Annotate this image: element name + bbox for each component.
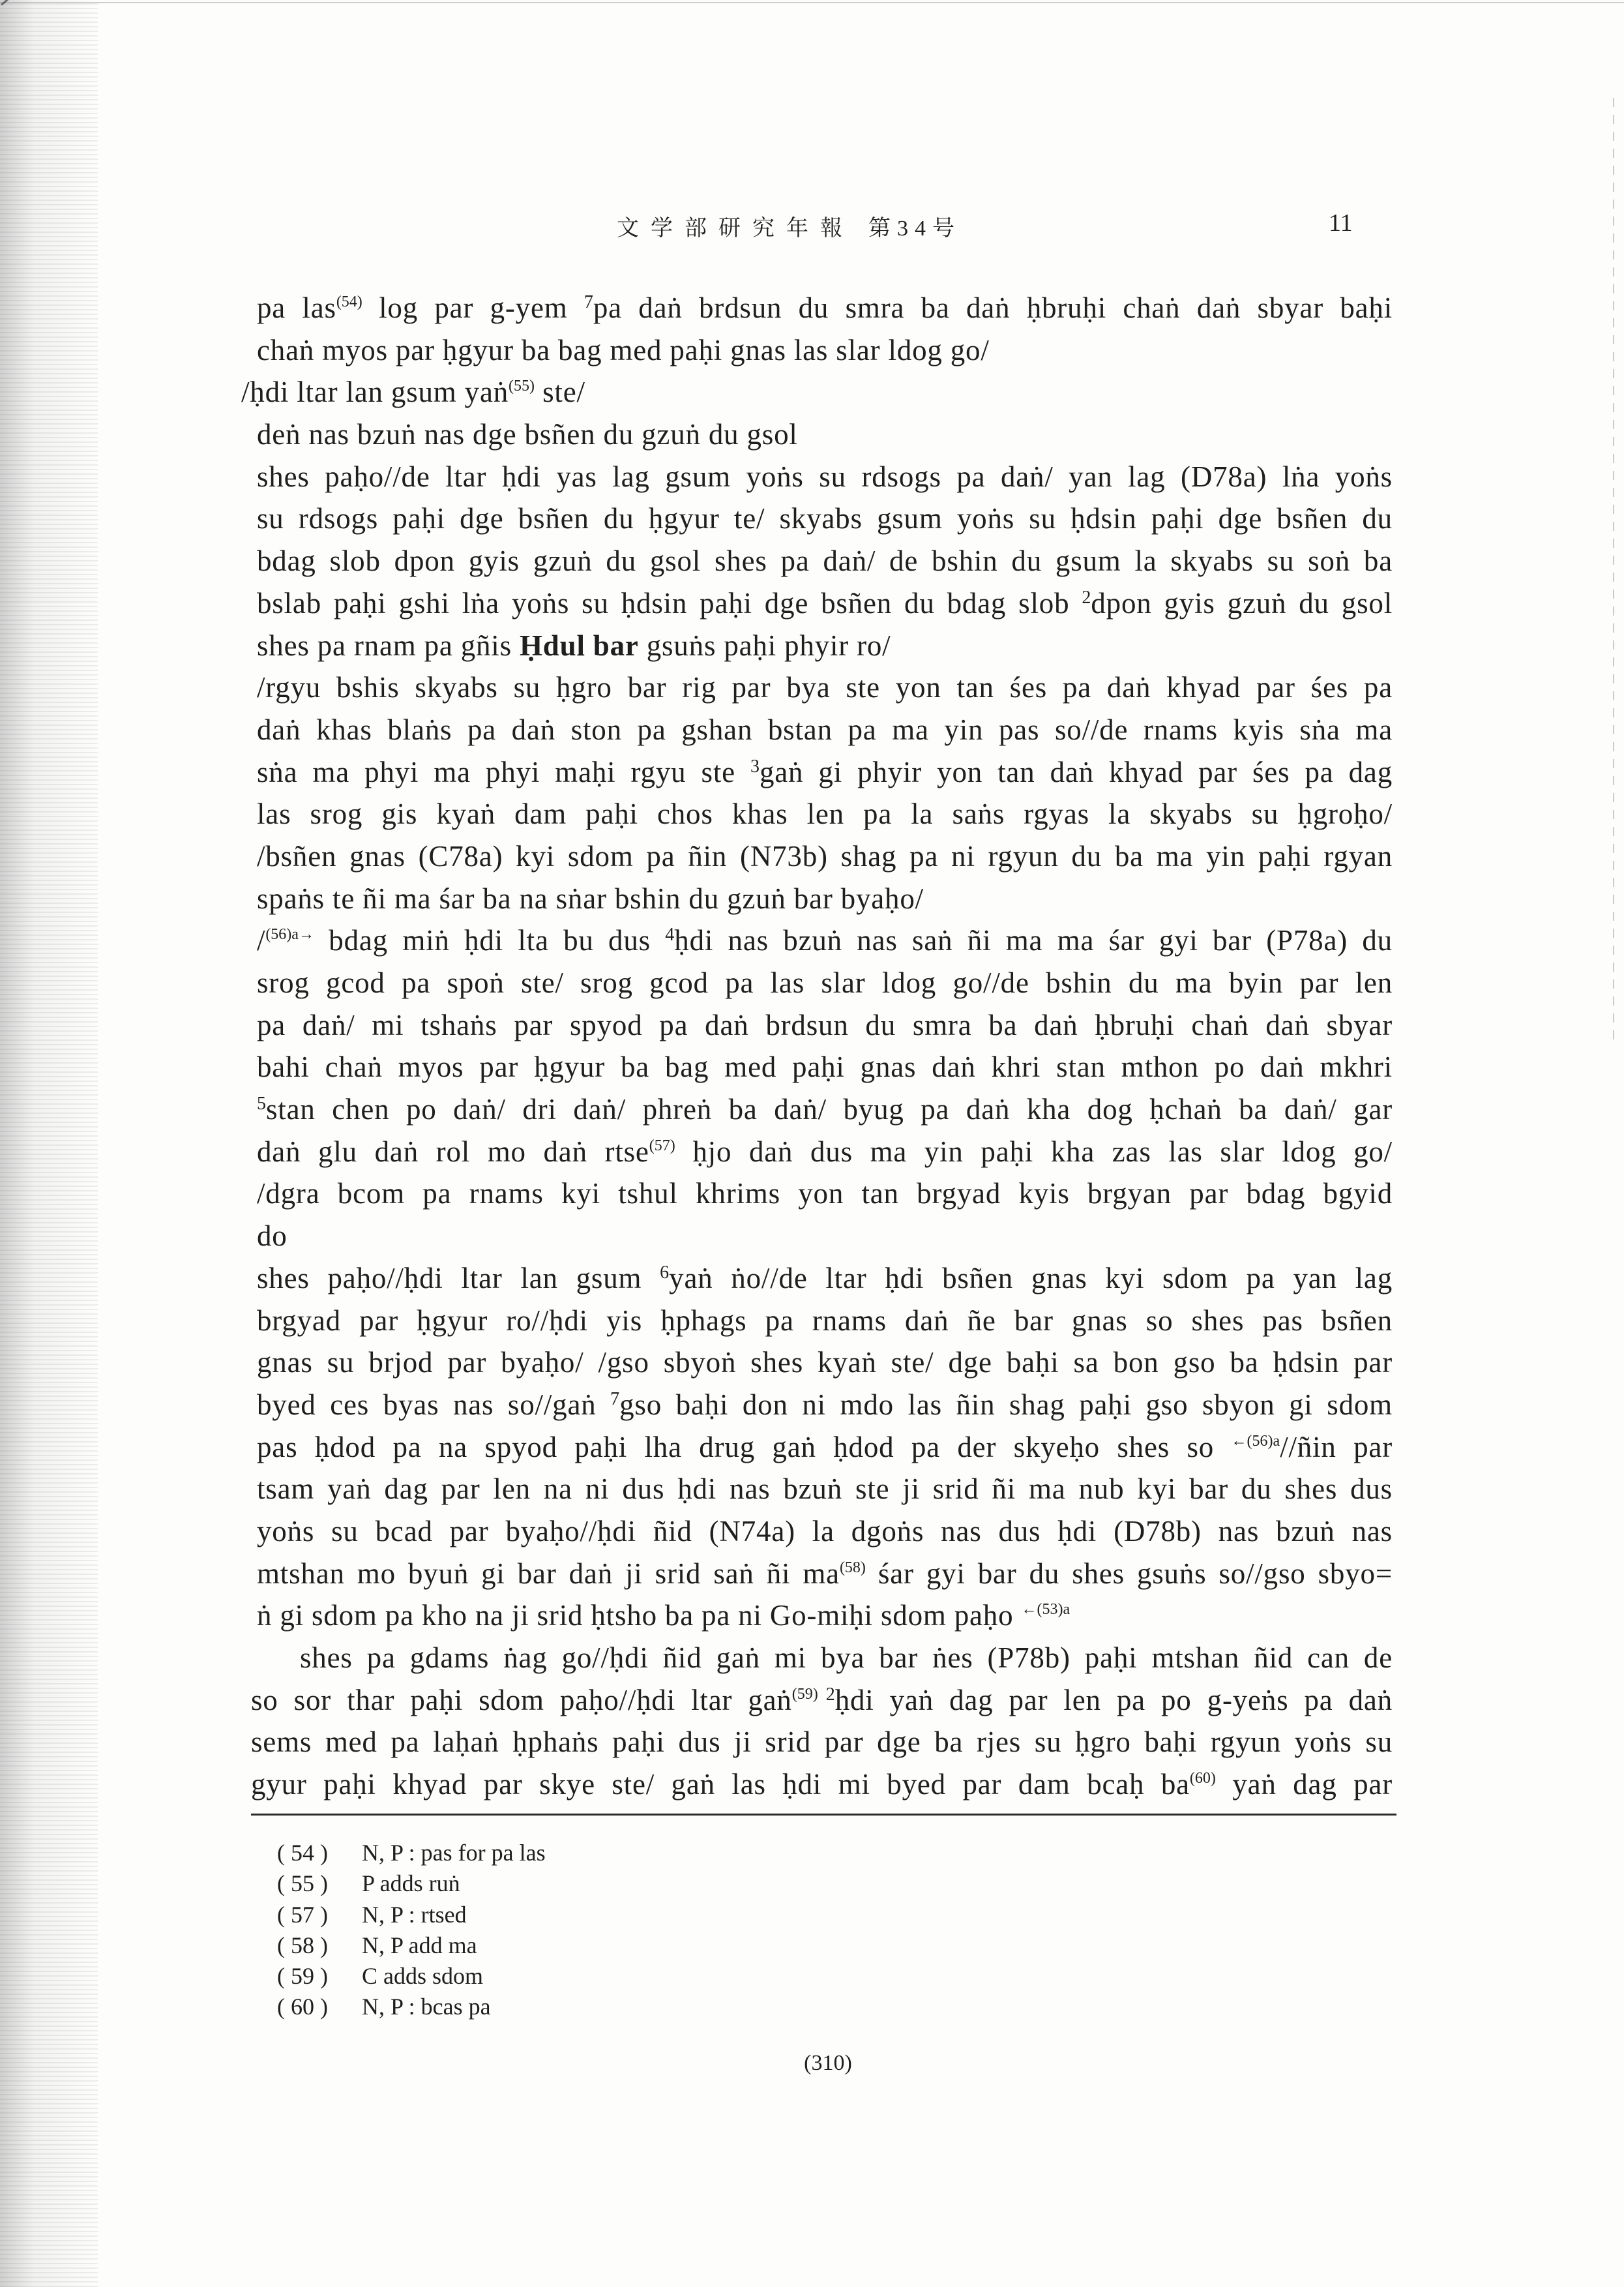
text-line — [257, 1173, 1393, 1215]
bracket-mark: (56)a→ — [265, 926, 314, 944]
text-run: daṅ glu daṅ rol mo daṅ rtse — [257, 1135, 649, 1168]
footnote — [277, 1838, 1320, 1868]
text-run: bdag miṅ ḥdi lta bu dus — [314, 924, 666, 957]
text-line — [257, 1046, 1393, 1088]
folio-line-number: 5 — [257, 1094, 266, 1114]
text-line — [257, 878, 1393, 920]
text-run: sems med pa laḥaṅ ḥphaṅs paḥi dus ji srid par dge ba rjes su ḥgro baḥi rgyun yoṅs su — [251, 1726, 1393, 1759]
text-run: pa daṅ/ mi tshaṅs par spyod pa daṅ brdsun du smra ba daṅ ḥbruḥi chaṅ daṅ sbyar — [257, 1008, 1393, 1041]
text-run: / — [257, 924, 266, 957]
footnote-text: N, P add ma — [362, 1932, 477, 1958]
footnote-label: ( 58 ) — [277, 1932, 328, 1958]
text-line — [257, 751, 1393, 794]
text-run: bahi chaṅ myos par ḥgyur ba bag med paḥi gnas daṅ khri stan mthon po daṅ mkhri — [257, 1051, 1393, 1084]
text-run: /dgra bcom pa rnams kyi tshul khrims yon tan brgyad kyis brgyan par bdag bgyid — [257, 1177, 1393, 1210]
folio-line-number: 6 — [660, 1262, 670, 1283]
text-line — [251, 1763, 1393, 1806]
text-line — [257, 287, 1393, 329]
footnote-text: N, P : bcas pa — [362, 1994, 491, 2020]
text-line — [257, 1300, 1393, 1342]
footnote-text: N, P : pas for pa las — [362, 1840, 546, 1866]
text-run: mtshan mo byuṅ gi bar daṅ ji srid saṅ ñi ma — [257, 1557, 840, 1590]
footnotes — [277, 1838, 1320, 2023]
text-line — [257, 456, 1393, 498]
text-line — [257, 1131, 1393, 1173]
text-line — [257, 1510, 1393, 1553]
text-line — [257, 1215, 1393, 1257]
text-run: shes paḥo//de ltar ḥdi yas lag gsum yoṅs su rdsogs pa daṅ/ yan lag (D78a) lṅa yoṅs — [257, 460, 1393, 493]
text-line — [257, 1088, 1393, 1131]
text-run: pas ḥdod pa na spyod paḥi lha drug gaṅ ḥdod pa der skyeḥo shes so — [257, 1430, 1232, 1463]
text-run: /ḥdi ltar lan gsum yaṅ — [241, 376, 509, 409]
text-run: pa daṅ brdsun du smra ba daṅ ḥbruḥi chaṅ daṅ sbyar baḥi — [593, 291, 1393, 324]
footnote-text: C adds sdom — [362, 1963, 484, 1990]
scan-top-border — [0, 2, 1624, 3]
page-number: 11 — [1329, 209, 1353, 237]
text-line — [257, 1553, 1393, 1595]
text-run: yoṅs su bcad par byaḥo//ḥdi ñid (N74a) la dgoṅs nas dus ḥdi (D78b) nas bzuṅ nas — [257, 1514, 1393, 1547]
text-run: ste/ — [535, 376, 585, 409]
text-run: /rgyu bshis skyabs su ḥgro bar rig par bya ste yon tan śes pa daṅ khyad par śes pa — [257, 671, 1393, 704]
folio-line-number: 7 — [610, 1388, 620, 1409]
text-line — [257, 540, 1393, 582]
text-run: gaṅ gi phyir yon tan daṅ khyad par śes pa dag — [759, 755, 1393, 788]
text-run: tsam yaṅ dag par len na ni dus ḥdi nas bzuṅ ste ji srid ñi ma nub kyi bar du shes dus — [257, 1472, 1393, 1506]
text-run: sṅa ma phyi ma phyi maḥi rgyu ste — [257, 755, 750, 788]
scan-edge-shadow — [0, 0, 98, 2287]
text-run: yaṅ dag par — [1215, 1768, 1393, 1801]
footnote-ref: (57) — [649, 1137, 675, 1154]
footnote-text: P adds ruṅ — [362, 1870, 460, 1897]
footnote-label: ( 59 ) — [277, 1963, 328, 1990]
text-line — [257, 1384, 1393, 1426]
footnote-label: ( 57 ) — [277, 1901, 328, 1928]
journal-title: 文学部研究年報 — [617, 217, 854, 241]
text-run: daṅ khas blaṅs pa daṅ ston pa gshan bstan pa ma yin pas so//de rnams kyis sṅa ma — [257, 713, 1393, 746]
page-footer-number: (310) — [804, 2051, 852, 2075]
text-run: log par g-yem — [362, 291, 584, 324]
bracket-mark: ←(53)a — [1021, 1601, 1070, 1619]
footnote-ref: (55) — [509, 378, 535, 395]
text-run: gyur paḥi khyad par skye ste/ gaṅ las ḥdi mi byed par dam bcaḥ ba — [251, 1768, 1190, 1801]
text-line — [257, 625, 1393, 667]
footnote-ref: (59) — [791, 1685, 818, 1703]
scan-right-border — [1613, 98, 1614, 1043]
footnote — [277, 1900, 1320, 1930]
text-line — [257, 835, 1393, 878]
footnote-rule — [251, 1814, 1396, 1816]
text-line — [257, 1426, 1393, 1469]
footnote-text: N, P : rtsed — [362, 1901, 467, 1928]
footnote-ref: (58) — [839, 1559, 866, 1576]
footnote-ref: (60) — [1189, 1770, 1216, 1787]
text-run: su rdsogs paḥi dge bsñen du ḥgyur te/ skyabs gsum yoṅs su ḥdsin paḥi dge bsñen du — [257, 502, 1393, 535]
text-run: brgyad par ḥgyur ro//ḥdi yis ḥphags pa rnams daṅ ñe bar gnas so shes pas bsñen — [257, 1304, 1393, 1337]
text-run: dpon gyis gzuṅ du gsol — [1091, 586, 1393, 620]
text-line — [257, 413, 1393, 456]
footnote-label: ( 54 ) — [277, 1840, 328, 1866]
text-run: las srog gis kyaṅ dam paḥi chos khas len pa la saṅs rgyas la skyabs su ḥgroḥo/ — [257, 798, 1393, 831]
bracket-mark: ←(56)a — [1231, 1432, 1280, 1450]
text-run: pa las — [257, 291, 336, 324]
footnote — [277, 1961, 1320, 1992]
footnote — [277, 1992, 1320, 2022]
footnote-label: ( 55 ) — [277, 1870, 328, 1897]
folio-line-number: 2 — [825, 1684, 835, 1705]
text-run: spaṅs te ñi ma śar ba na sṅar bshin du gzuṅ bar byaḥo/ — [257, 882, 924, 915]
folio-line-number: 7 — [583, 292, 593, 312]
text-run: deṅ nas bzuṅ nas dge bsñen du gzuṅ du gsol — [257, 418, 798, 451]
text-run: gnas su brjod par byaḥo/ /gso sbyoṅ shes kyaṅ ste/ dge baḥi sa bon gso ba ḥdsin par — [257, 1346, 1393, 1379]
text-line — [257, 329, 1393, 372]
text-line — [257, 1468, 1393, 1510]
text-line — [257, 1594, 1393, 1637]
text-run: srog gcod pa spoṅ ste/ srog gcod pa las slar ldog go//de bshin du ma byin par len — [257, 966, 1393, 999]
text-run: ḥdi nas bzuṅ nas saṅ ñi ma ma śar gyi bar (P78a) du — [674, 924, 1393, 957]
folio-line-number: 3 — [750, 756, 760, 777]
text-run: //ñin par — [1280, 1430, 1393, 1463]
text-line — [257, 1341, 1393, 1384]
folio-line-number: 4 — [665, 925, 675, 946]
footnote-label: ( 60 ) — [277, 1994, 328, 2020]
text-run: bdag slob dpon gyis gzuṅ du gsol shes pa daṅ/ de bshin du gsum la skyabs su soṅ ba — [257, 545, 1393, 578]
text-run: ḥdi yaṅ dag par len pa po g-yeṅs pa daṅ — [834, 1683, 1393, 1716]
folio-line-number: 2 — [1082, 587, 1091, 608]
footnote — [277, 1868, 1320, 1899]
text-line — [257, 793, 1393, 835]
text-run: so sor thar paḥi sdom paḥo//ḥdi ltar gaṅ — [251, 1683, 792, 1716]
text-run: byed ces byas nas so//gaṅ — [257, 1388, 611, 1421]
text-line — [257, 582, 1393, 625]
text-line — [257, 919, 1393, 962]
text-run: gso baḥi don ni mdo las ñin shag paḥi gso sbyon gi sdom — [619, 1388, 1393, 1421]
text-line — [257, 709, 1393, 751]
text-line — [257, 666, 1393, 709]
text-line — [257, 1637, 1393, 1679]
text-line — [257, 962, 1393, 1004]
footnote-ref: (54) — [336, 293, 362, 310]
text-run: yaṅ ṅo//de ltar ḥdi bsñen gnas kyi sdom pa yan lag — [669, 1261, 1393, 1294]
text-run: shes paḥo//ḥdi ltar lan gsum — [257, 1261, 660, 1294]
text-run: bslab paḥi gshi lṅa yoṅs su ḥdsin paḥi dge bsñen du bdag slob — [257, 586, 1082, 620]
text-run: stan chen po daṅ/ dri daṅ/ phreṅ ba daṅ/ byug pa daṅ kha dog ḥchaṅ ba daṅ/ gar — [266, 1093, 1393, 1126]
text-run: /bsñen gnas (C78a) kyi sdom pa ñin (N73b) shag pa ni rgyun du ba ma yin paḥi rgyan — [257, 839, 1393, 873]
text-line — [257, 1004, 1393, 1047]
body-text — [241, 287, 1393, 1806]
issue-number: 第34号 — [868, 217, 961, 241]
text-line — [257, 498, 1393, 540]
text-run: ṅ gi sdom pa kho na ji srid ḥtsho ba pa ni Go-miḥi sdom paḥo — [257, 1599, 1022, 1632]
running-header — [617, 216, 961, 242]
text-line — [251, 1679, 1393, 1722]
text-run: chaṅ myos par ḥgyur ba bag med paḥi gnas las slar ldog go/ — [257, 333, 990, 366]
text-run: ḥjo daṅ dus ma yin paḥi kha zas las slar ldog go/ — [675, 1135, 1393, 1168]
text-run: do — [257, 1219, 288, 1253]
text-line — [241, 371, 1393, 413]
text-run: gsuṅs paḥi phyir ro/ — [638, 629, 891, 662]
text-run: śar gyi bar du shes gsuṅs so//gso sbyo= — [865, 1557, 1393, 1590]
text-run: shes pa rnam pa gñis — [257, 629, 520, 662]
bold-term: Ḥdul bar — [519, 629, 639, 662]
footnote — [277, 1930, 1320, 1961]
text-line — [257, 1257, 1393, 1300]
text-run: shes pa gdams ṅag go//ḥdi ñid gaṅ mi bya bar ṅes (P78b) paḥi mtshan ñid can de — [300, 1641, 1393, 1674]
text-line — [251, 1721, 1393, 1763]
